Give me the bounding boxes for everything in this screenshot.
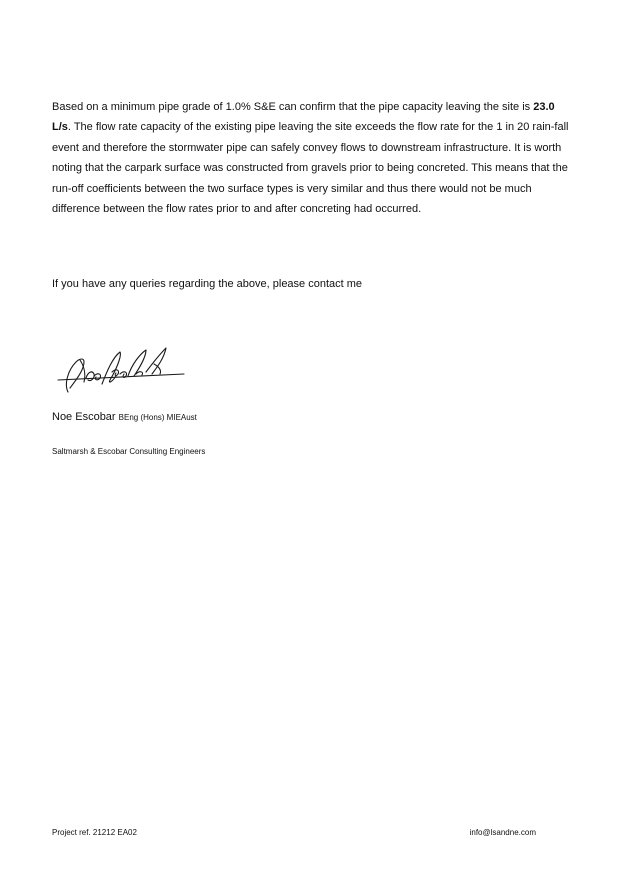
handwritten-signature bbox=[54, 344, 186, 398]
contact-line: If you have any queries regarding the above, please contact me bbox=[52, 278, 363, 290]
contact-email: info@lsandne.com bbox=[469, 828, 536, 837]
pipe-capacity-value: 23.0 L/s bbox=[52, 101, 555, 134]
paragraph-intro: Based on a minimum pipe grade of 1.0% S&E can confirm that the pipe capacity leaving the site is bbox=[52, 101, 534, 113]
paragraph-continuation: . The flow rate capacity of the existing pipe leaving the site exceeds the flow rate for the 1 in 20 rain-fall event and therefore the stormwater pipe can safely convey flows to downstream infrastructure. It is worth noting that the carpark surface was constructed from gravels prior to being concreted. This means that the run-off coefficients between the two surface types is very similar and thus there would not be much difference between the flow rates prior to and after concreting had occurred. bbox=[52, 121, 569, 216]
signatory-qualifications: BEng (Hons) MIEAust bbox=[118, 413, 197, 422]
project-reference: Project ref. 21212 EA02 bbox=[52, 828, 137, 837]
body-paragraph bbox=[52, 97, 572, 219]
signatory-name: Noe Escobar bbox=[52, 411, 116, 423]
signatory bbox=[52, 410, 197, 425]
company-name: Saltmarsh & Escobar Consulting Engineers bbox=[52, 447, 206, 456]
